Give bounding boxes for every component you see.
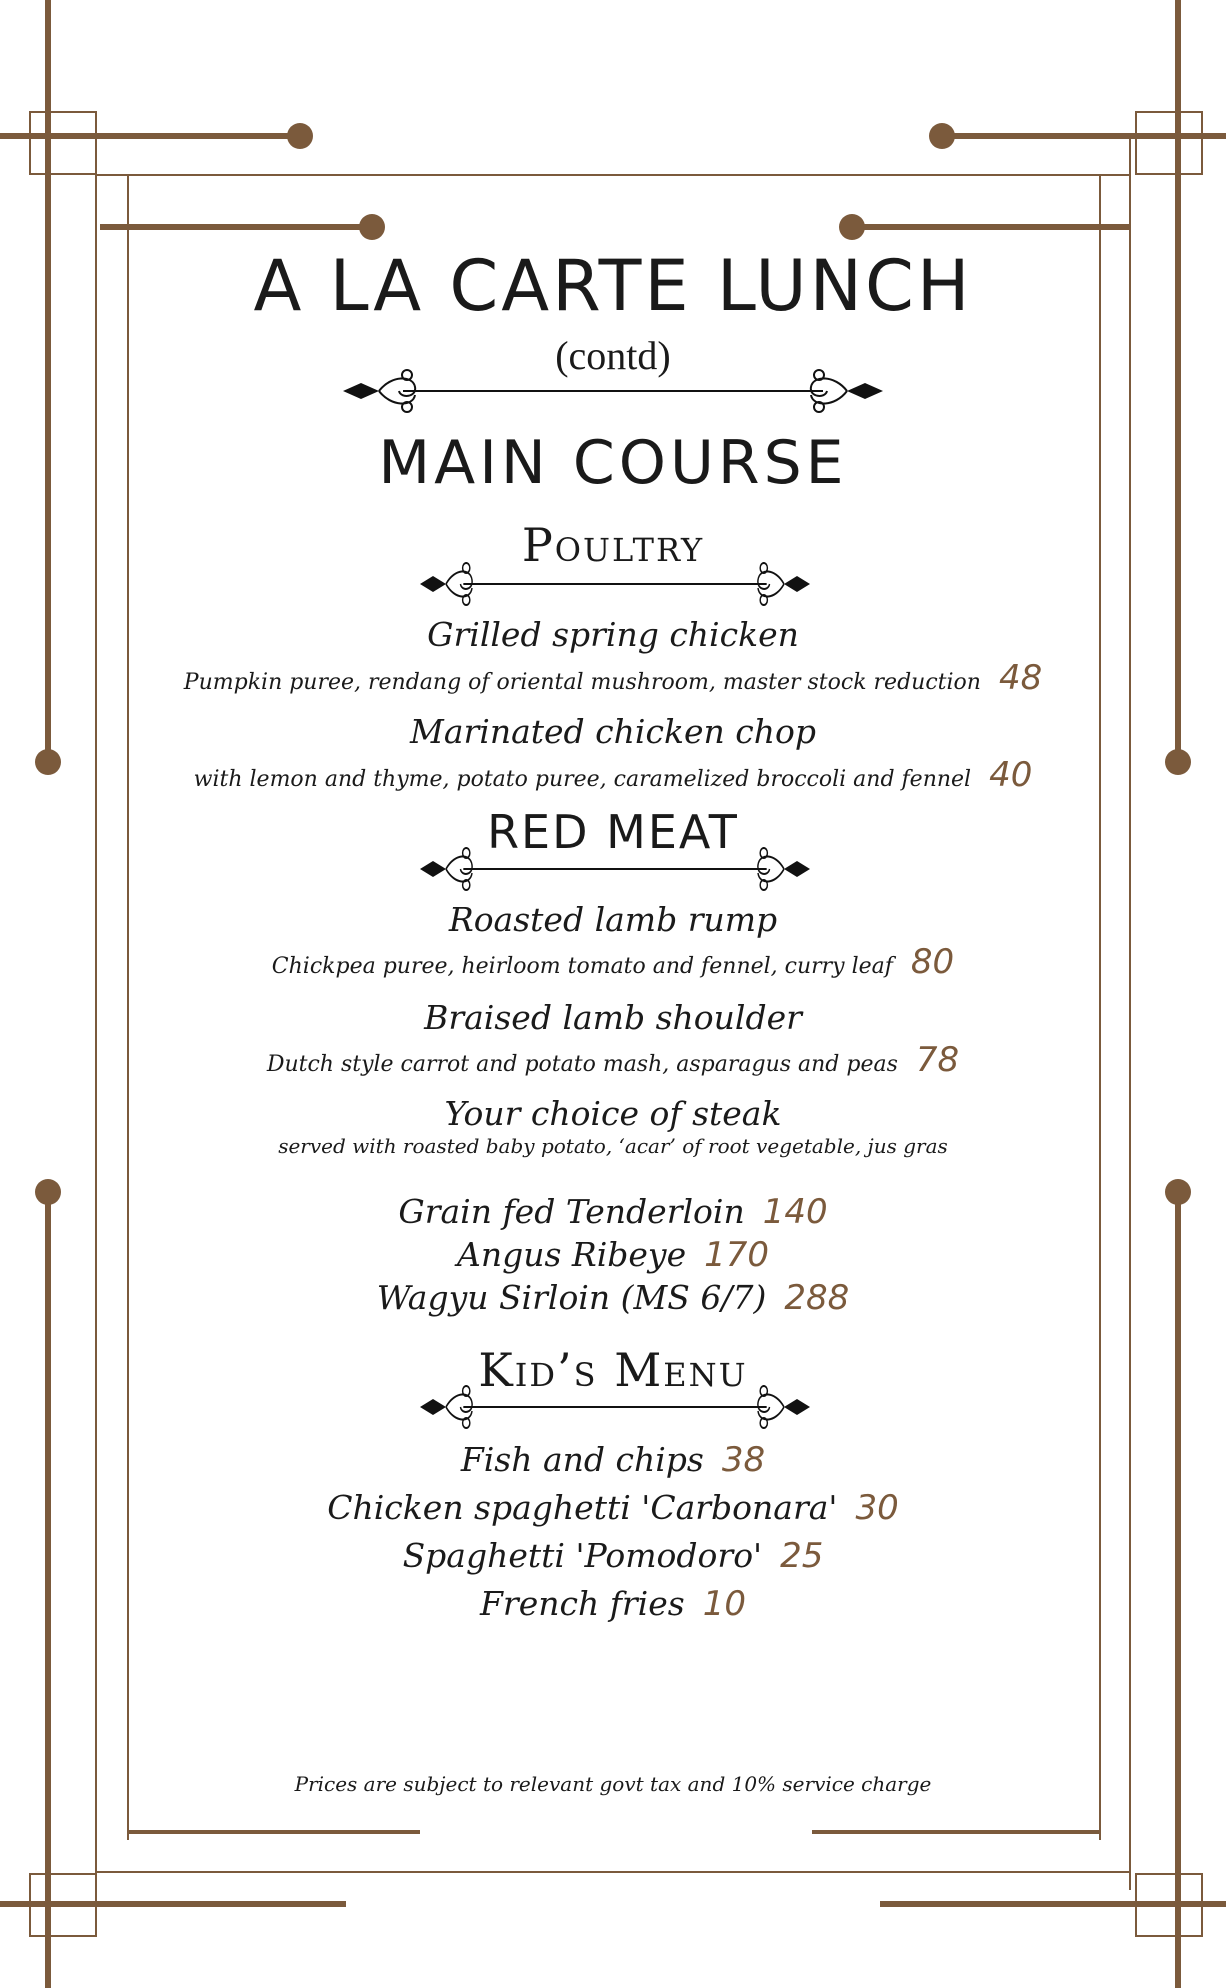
dish-price: 78 [915,1040,960,1080]
kids-item-price: 10 [702,1584,746,1624]
kids-item-name: Spaghetti 'Pomodoro' [402,1536,763,1575]
dish-description [150,1040,1076,1080]
kids-item-price: 38 [721,1440,766,1480]
steak-option-name: Grain fed Tenderloin [398,1192,745,1231]
steak-heading: Your choice of steak [444,1094,782,1133]
section-title-red-meat: RED MEAT [487,805,739,859]
scroll-ornament-top [343,367,883,415]
kids-item-price: 25 [780,1536,824,1576]
dish-price: 80 [910,942,955,982]
dish-desc-text: with lemon and thyme, potato puree, caramelized broccoli and fennel [193,767,972,792]
kids-item-name: Chicken spaghetti 'Carbonara' [327,1488,838,1527]
dish-desc-text: Pumpkin puree, rendang of oriental mushroom, master stock reduction [183,670,981,695]
steak-option-price: 170 [704,1235,770,1275]
steak-option [150,1278,1076,1318]
steak-option-price: 140 [762,1192,828,1232]
kids-menu-item [150,1488,1076,1528]
dish-price: 48 [998,658,1043,698]
menu-subtitle: (contd) [555,333,671,378]
menu-title: A LA CARTE LUNCH [253,245,973,327]
dish-name: Roasted lamb rump [448,900,778,939]
kids-menu-item [150,1440,1076,1480]
dish-description [150,755,1076,795]
dish-name: Marinated chicken chop [410,712,816,751]
scroll-ornament-red-meat [420,845,810,893]
steak-option [150,1235,1076,1275]
scroll-ornament-kids [420,1383,810,1431]
steak-option-name: Wagyu Sirloin (MS 6/7) [376,1278,767,1317]
kids-menu-item [150,1584,1076,1624]
dish-name: Grilled spring chicken [427,615,799,654]
section-title-poultry: Poultry [521,518,705,572]
kids-item-name: Fish and chips [460,1440,704,1479]
dish-description [150,658,1076,698]
dish-name: Braised lamb shoulder [424,998,802,1037]
dish-desc-text: Chickpea puree, heirloom tomato and fennel, curry leaf [271,954,893,979]
scroll-ornament-poultry [420,560,810,608]
kids-menu-item [150,1536,1076,1576]
steak-option-name: Angus Ribeye [456,1235,687,1274]
steak-description: served with roasted baby potato, ‘acar’ of root vegetable, jus gras [278,1134,948,1158]
dish-desc-text: Dutch style carrot and potato mash, asparagus and peas [266,1052,898,1077]
dish-price: 40 [989,755,1033,795]
steak-option [150,1192,1076,1232]
main-course-heading: MAIN COURSE [378,428,848,498]
section-title-kids-menu: Kid’s Menu [478,1343,748,1397]
kids-item-price: 30 [855,1488,899,1528]
price-footnote: Prices are subject to relevant govt tax and 10% service charge [294,1772,932,1796]
dish-description [150,942,1076,982]
kids-item-name: French fries [480,1584,685,1623]
steak-option-price: 288 [784,1278,850,1318]
